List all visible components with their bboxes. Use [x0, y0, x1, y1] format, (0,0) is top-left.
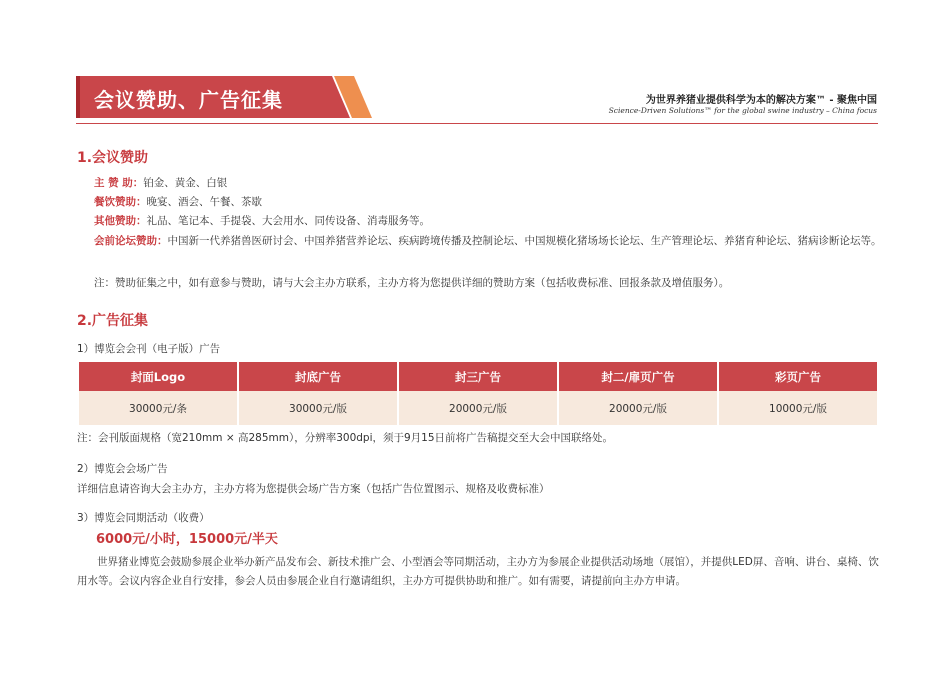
advertising-heading: 2.广告征集: [77, 313, 149, 329]
table-header-cell: 彩页广告: [719, 362, 877, 391]
sponsor-item-key: 会前论坛赞助：: [94, 235, 168, 247]
table-cell-price: 20000元/版: [399, 391, 557, 425]
events-price: 6000元/小时，15000元/半天: [96, 532, 278, 547]
sponsor-item-key: 餐饮赞助：: [94, 196, 147, 208]
sponsor-item-value: 中国新一代养猪兽医研讨会、中国养猪营养论坛、疾病跨境传播及控制论坛、中国规模化猪场场长论坛、生产管理论坛、养猪育种论坛、猪病诊断论坛等。: [167, 235, 882, 247]
sponsor-item-value: 晚宴、酒会、午餐、茶歇: [146, 196, 262, 208]
section-banner: [76, 76, 372, 118]
sponsorship-heading: 1.会议赞助: [77, 150, 149, 166]
table-header-cell: 封面Logo: [79, 362, 237, 391]
table-header-cell: 封二/扉页广告: [559, 362, 717, 391]
ad-sub-venue: 2）博览会会场广告: [77, 463, 168, 475]
sponsorship-note: 注：赞助征集之中，如有意参与赞助，请与大会主办方联系，主办方将为您提供详细的赞助方案（包括收费标准、回报条款及增值服务）。: [94, 277, 730, 289]
table-header-cell: 封底广告: [239, 362, 397, 391]
table-header-row: [79, 362, 877, 391]
sponsor-item-value: 礼品、笔记本、手提袋、大会用水、同传设备、消毒服务等。: [146, 215, 430, 227]
tagline-english: Science-Driven Solutions™ for the global swine industry – China focus: [608, 106, 877, 115]
venue-description: 详细信息请咨询大会主办方，主办方将为您提供会场广告方案（包括广告位置图示、规格及收费标准）: [77, 483, 550, 495]
ad-price-table: [77, 362, 879, 425]
sponsor-item-main: [94, 174, 227, 192]
header-divider: [76, 123, 878, 124]
tagline-chinese: 为世界养猪业提供科学为本的解决方案™ - 聚焦中国: [645, 95, 877, 106]
table-cell-price: 30000元/条: [79, 391, 237, 425]
table-cell-price: 10000元/版: [719, 391, 877, 425]
table-note: 注：会刊版面规格（宽210mm × 高285mm），分辨率300dpi，须于9月15日前将广告稿提交至大会中国联络处。: [77, 432, 614, 444]
sponsor-item-value: 铂金、黄金、白银: [143, 177, 228, 189]
events-description: 世界猪业博览会鼓励参展企业举办新产品发布会、新技术推广会、小型酒会等同期活动，主办方为参展企业提供活动场地（展馆），并提供LED屏、音响、讲台、桌椅、饮用水等。会议内容企业自行安排，参会人员由参展企业自行邀请组织，主办方可提供协助和推广。如有需要，请提前向主办方申请。: [77, 556, 879, 587]
sponsor-item-forum: [94, 232, 882, 251]
page-title: 会议赞助、广告征集: [94, 88, 283, 112]
table-row: [79, 391, 877, 425]
sponsor-item-key: 主 赞 助：: [94, 177, 144, 189]
table-header-cell: 封三广告: [399, 362, 557, 391]
ad-sub-journal: 1）博览会会刊（电子版）广告: [77, 343, 221, 355]
ad-sub-events: 3）博览会同期活动（收费）: [77, 512, 210, 524]
sponsor-item-other: [94, 212, 430, 230]
sponsor-item-catering: [94, 193, 262, 211]
banner-edge: [76, 76, 80, 118]
sponsor-item-key: 其他赞助：: [94, 215, 147, 227]
table-cell-price: 20000元/版: [559, 391, 717, 425]
table-cell-price: 30000元/版: [239, 391, 397, 425]
